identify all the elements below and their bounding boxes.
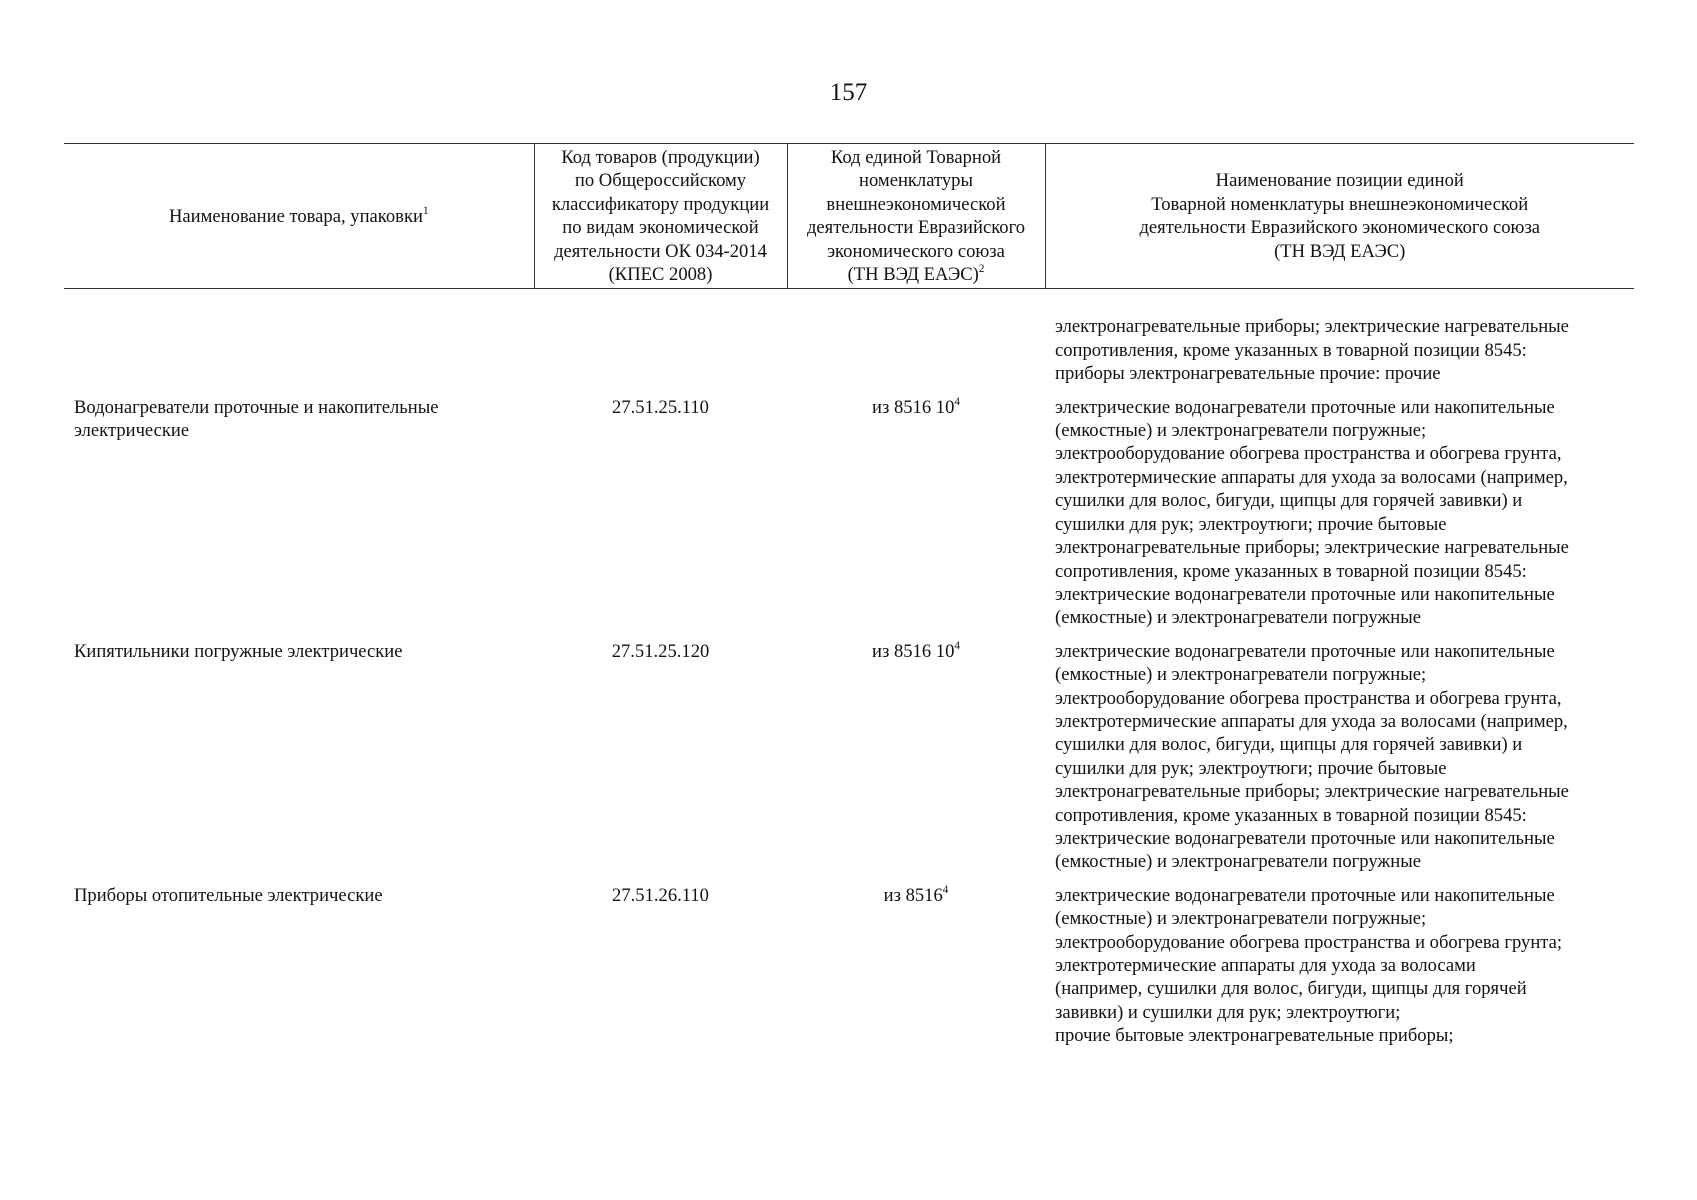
header-tnved-code: Код единой Товарной номенклатуры внешнеэкономической деятельности Евразийского экономического союза (ТН ВЭД ЕАЭС)$^2$ bbox=[787, 144, 1045, 289]
okpd-code-cell: 27.51.25.120 bbox=[611, 640, 710, 662]
goods-name-cell: Кипятильники погружные электрические bbox=[74, 640, 403, 662]
footnote-ref: 4 bbox=[954, 639, 960, 652]
table-row bbox=[64, 289, 1634, 396]
footnote-ref: 2 bbox=[978, 263, 985, 276]
header-tnved-position-name: Наименование позиции единой Товарной номенклатуры внешнеэкономической деятельности Евразийского экономического союза (ТН ВЭД ЕАЭС) bbox=[1045, 144, 1634, 289]
footnote-ref: 4 bbox=[954, 395, 960, 408]
table-header bbox=[64, 144, 1634, 289]
footnote-ref: 1 bbox=[422, 204, 429, 217]
goods-name-cell: Приборы отопительные электрические bbox=[74, 884, 383, 906]
page-number: 157 bbox=[829, 79, 868, 106]
footnote-ref: 4 bbox=[942, 883, 949, 896]
goods-name-cell: Водонагреватели проточные и накопительные электрические bbox=[74, 396, 439, 442]
tnved-description-cell: электронагревательные приборы; электрические нагревательные сопротивления, кроме указанных в товарной позиции 8545: приборы электронагревательные прочие: прочие bbox=[1055, 316, 1569, 385]
goods-name-cell bbox=[64, 289, 534, 396]
okpd-code-cell: 27.51.25.110 bbox=[612, 396, 709, 418]
okpd-code-cell: 27.51.26.110 bbox=[612, 884, 709, 906]
tnved-code-cell: из 8516 $10^4$ bbox=[872, 395, 960, 418]
header-okpd-code: Код товаров (продукции) по Общероссийскому классификатору продукции по видам экономической деятельности ОК 034-2014 (КПЕС 2008) bbox=[534, 144, 787, 289]
header-goods-name: Наименование товара, упаковки$^1$ bbox=[64, 144, 534, 289]
tnved-description-cell: электрические водонагреватели проточные или накопительные (емкостные) и электронагреватели погружные; электрооборудование обогрева пространства и обогрева грунта, электротермические аппараты для ухода за волосами (например, сушилки для волос, бигуди, щипцы для горячей завивки) и сушилки для рук; электроутюги; прочие бытовые электронагревательные приборы; электрические нагревательные сопротивления, кроме указанных в товарной позиции 8545: электрические водонагреватели проточные или накопительные (емкостные) и электронагреватели погружные bbox=[1055, 396, 1569, 629]
table-body bbox=[64, 289, 1634, 1058]
tnved-description-cell: электрические водонагреватели проточные или накопительные (емкостные) и электронагреватели погружные; электрооборудование обогрева пространства и обогрева грунта; электротермические аппараты для ухода за волосами (например, сушилки для волос, бигуди, щипцы для горячей завивки) и сушилки для рук; электроутюги; прочие бытовые электронагревательные приборы; bbox=[1055, 884, 1563, 1047]
table-row bbox=[64, 396, 1634, 640]
goods-table bbox=[64, 143, 1634, 1058]
table-row bbox=[64, 884, 1634, 1058]
tnved-description-cell: электрические водонагреватели проточные или накопительные (емкостные) и электронагреватели погружные; электрооборудование обогрева пространства и обогрева грунта, электротермические аппараты для ухода за волосами (например, сушилки для волос, бигуди, щипцы для горячей завивки) и сушилки для рук; электроутюги; прочие бытовые электронагревательные приборы; электрические нагревательные сопротивления, кроме указанных в товарной позиции 8545: электрические водонагреватели проточные или накопительные (емкостные) и электронагреватели погружные bbox=[1055, 640, 1569, 873]
okpd-code-cell bbox=[534, 289, 787, 396]
tnved-code-cell: из 8516 $10^4$ bbox=[872, 639, 960, 662]
tnved-code-cell bbox=[787, 289, 1045, 396]
tnved-code-cell: из 8516$^4$ bbox=[883, 883, 949, 906]
table-row bbox=[64, 640, 1634, 884]
